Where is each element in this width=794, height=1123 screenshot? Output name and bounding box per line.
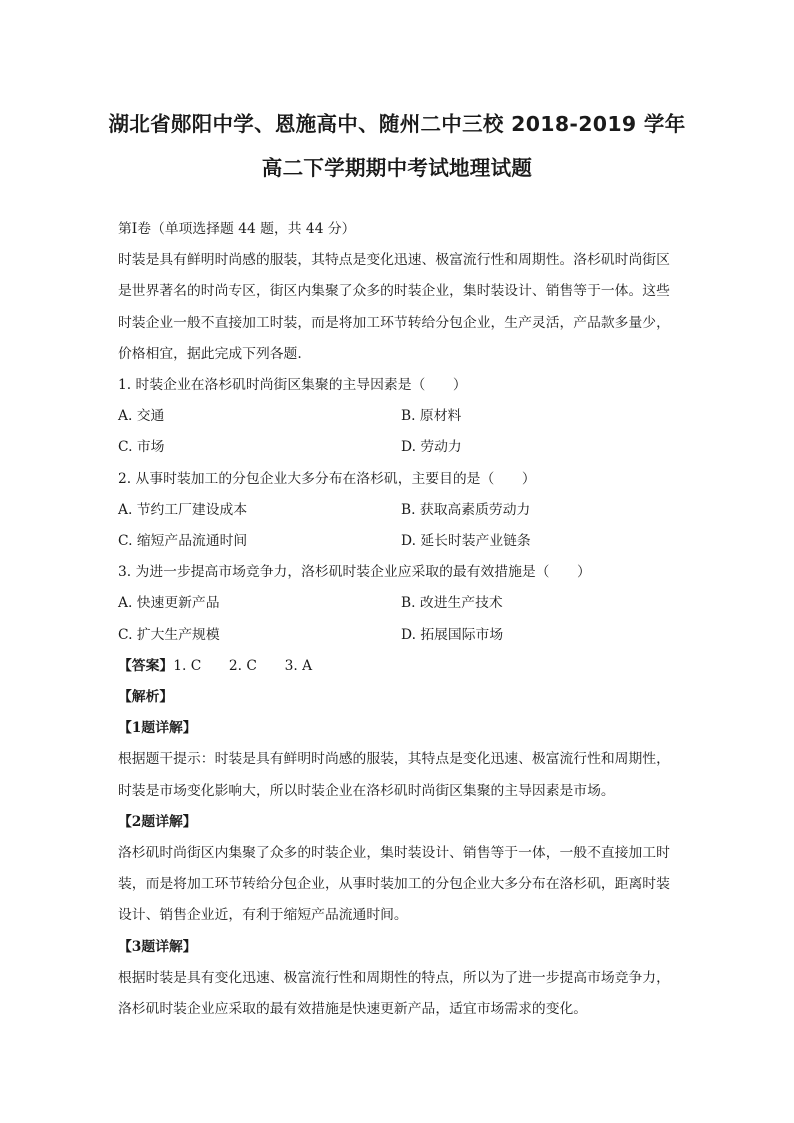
question-stem: 2. 从事时装加工的分包企业大多分布在洛杉矶，主要目的是（ ） xyxy=(118,470,536,487)
option-c: C. 缩短产品流通时间 xyxy=(118,533,248,550)
answer-text: 1. C 2. C 3. A xyxy=(173,657,313,674)
option-d: D. 劳动力 xyxy=(401,439,462,456)
passage-line: 时装是具有鲜明时尚感的服装，其特点是变化迅速、极富流行性和周期性。洛杉矶时尚街区 xyxy=(118,252,670,269)
detail-line: 根据题干提示：时装是具有鲜明时尚感的服装，其特点是变化迅速、极富流行性和周期性， xyxy=(118,751,670,768)
option-d: D. 拓展国际市场 xyxy=(401,626,504,643)
analysis-label: 【解析】 xyxy=(118,689,174,706)
document-title-line2: 高二下学期期中考试地理试题 xyxy=(261,156,533,180)
option-b: B. 改进生产技术 xyxy=(401,595,503,612)
question-1 xyxy=(118,370,680,464)
option-b: B. 获取高素质劳动力 xyxy=(401,501,531,518)
option-c: C. 扩大生产规模 xyxy=(118,626,220,643)
passage xyxy=(118,245,680,370)
option-a: A. 快速更新产品 xyxy=(118,595,220,612)
section-heading: 第Ⅰ卷（单项选择题 44 题，共 44 分） xyxy=(118,221,356,237)
option-a: A. 节约工厂建设成本 xyxy=(118,501,248,518)
option-d: D. 延长时装产业链条 xyxy=(401,533,531,550)
detail-line: 洛杉矶时尚街区内集聚了众多的时装企业，集时装设计、销售等于一体，一般不直接加工时 xyxy=(118,845,670,862)
passage-line: 时装企业一般不直接加工时装，而是将加工环节转给分包企业，生产灵活，产品款多量少， xyxy=(118,314,670,331)
detail-line: 时装是市场变化影响大，所以时装企业在洛杉矶时尚街区集聚的主导因素是市场。 xyxy=(118,782,615,799)
detail-line: 设计、销售企业近，有利于缩短产品流通时间。 xyxy=(118,907,408,924)
detail-3 xyxy=(118,932,680,1026)
passage-line: 价格相宜，据此完成下列各题. xyxy=(118,345,302,362)
document-title-line1: 湖北省郧阳中学、恩施高中、随州二中三校 2018-2019 学年 xyxy=(108,112,686,136)
detail-label: 【1题详解】 xyxy=(118,720,197,737)
option-b: B. 原材料 xyxy=(401,408,462,425)
answer-label: 【答案】 xyxy=(118,657,174,674)
question-stem: 1. 时装企业在洛杉矶时尚街区集聚的主导因素是（ ） xyxy=(118,377,467,394)
passage-line: 是世界著名的时尚专区，街区内集聚了众多的时装企业，集时装设计、销售等于一体。这些 xyxy=(118,283,670,300)
question-2 xyxy=(118,464,680,558)
detail-1 xyxy=(118,713,680,807)
detail-line: 根据时装是具有变化迅速、极富流行性和周期性的特点，所以为了进一步提高市场竞争力， xyxy=(118,969,670,986)
detail-label: 【3题详解】 xyxy=(118,938,197,955)
option-a: A. 交通 xyxy=(118,408,165,425)
detail-line: 装，而是将加工环节转给分包企业，从事时装加工的分包企业大多分布在洛杉矶，距离时装 xyxy=(118,876,670,893)
question-stem: 3. 为进一步提高市场竞争力，洛杉矶时装企业应采取的最有效措施是（ ） xyxy=(118,564,591,581)
detail-line: 洛杉矶时装企业应采取的最有效措施是快速更新产品，适宜市场需求的变化。 xyxy=(118,1001,588,1018)
document-body xyxy=(118,214,680,1025)
question-3 xyxy=(118,557,680,651)
detail-2 xyxy=(118,807,680,932)
option-c: C. 市场 xyxy=(118,439,165,456)
detail-label: 【2题详解】 xyxy=(118,813,197,830)
answer-line xyxy=(118,651,680,682)
